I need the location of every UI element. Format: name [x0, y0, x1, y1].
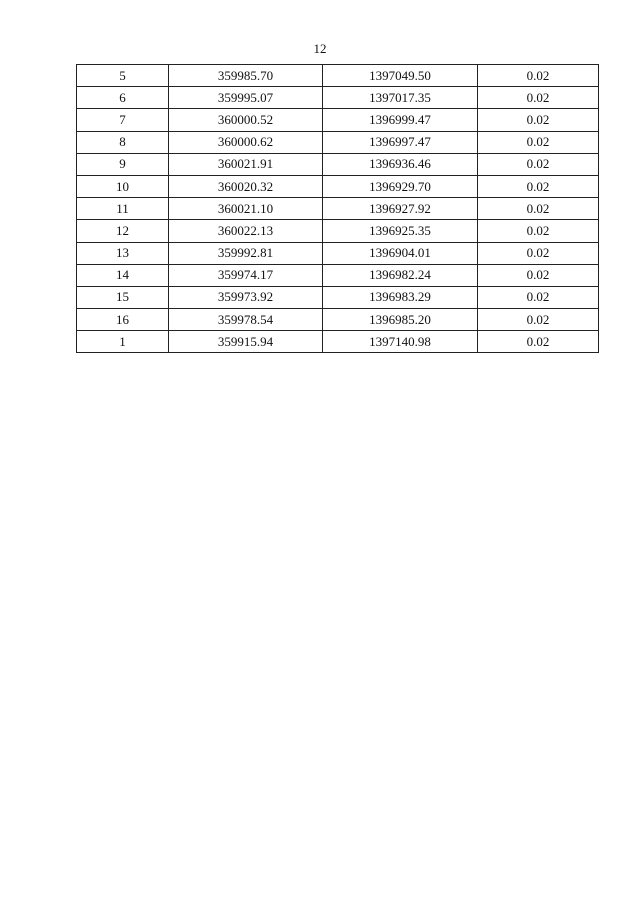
y-coordinate-cell: 1396925.35: [323, 220, 478, 242]
x-coordinate-cell: 360000.52: [169, 109, 323, 131]
y-coordinate-cell: 1397140.98: [323, 331, 478, 353]
point-number-cell: 6: [77, 87, 169, 109]
x-coordinate-cell: 359995.07: [169, 87, 323, 109]
point-number-cell: 8: [77, 131, 169, 153]
error-cell: 0.02: [478, 153, 599, 175]
error-cell: 0.02: [478, 220, 599, 242]
x-coordinate-cell: 359915.94: [169, 331, 323, 353]
error-cell: 0.02: [478, 264, 599, 286]
x-coordinate-cell: 360022.13: [169, 220, 323, 242]
table-row: [77, 153, 599, 175]
point-number-cell: 10: [77, 175, 169, 197]
point-number-cell: 5: [77, 65, 169, 87]
coordinates-table: [76, 64, 599, 353]
x-coordinate-cell: 359974.17: [169, 264, 323, 286]
y-coordinate-cell: 1397017.35: [323, 87, 478, 109]
point-number-cell: 11: [77, 198, 169, 220]
x-coordinate-cell: 360021.10: [169, 198, 323, 220]
x-coordinate-cell: 360020.32: [169, 175, 323, 197]
x-coordinate-cell: 360000.62: [169, 131, 323, 153]
x-coordinate-cell: 359973.92: [169, 286, 323, 308]
x-coordinate-cell: 359985.70: [169, 65, 323, 87]
point-number-cell: 16: [77, 309, 169, 331]
table-row: [77, 65, 599, 87]
point-number-cell: 1: [77, 331, 169, 353]
point-number-cell: 12: [77, 220, 169, 242]
error-cell: 0.02: [478, 175, 599, 197]
y-coordinate-cell: 1396929.70: [323, 175, 478, 197]
table-row: [77, 242, 599, 264]
x-coordinate-cell: 359992.81: [169, 242, 323, 264]
table-row: [77, 175, 599, 197]
page-number: 12: [313, 41, 327, 56]
error-cell: 0.02: [478, 65, 599, 87]
point-number-cell: 15: [77, 286, 169, 308]
y-coordinate-cell: 1396983.29: [323, 286, 478, 308]
table-row: [77, 286, 599, 308]
x-coordinate-cell: 359978.54: [169, 309, 323, 331]
point-number-cell: 14: [77, 264, 169, 286]
error-cell: 0.02: [478, 286, 599, 308]
error-cell: 0.02: [478, 331, 599, 353]
error-cell: 0.02: [478, 87, 599, 109]
y-coordinate-cell: 1396904.01: [323, 242, 478, 264]
table-row: [77, 87, 599, 109]
table-row: [77, 220, 599, 242]
error-cell: 0.02: [478, 109, 599, 131]
table-row: [77, 309, 599, 331]
y-coordinate-cell: 1396999.47: [323, 109, 478, 131]
point-number-cell: 9: [77, 153, 169, 175]
table-row: [77, 198, 599, 220]
error-cell: 0.02: [478, 309, 599, 331]
table-row: [77, 109, 599, 131]
table-row: [77, 331, 599, 353]
x-coordinate-cell: 360021.91: [169, 153, 323, 175]
point-number-cell: 13: [77, 242, 169, 264]
table-row: [77, 131, 599, 153]
table-row: [77, 264, 599, 286]
coordinates-table-body: [77, 65, 599, 353]
point-number-cell: 7: [77, 109, 169, 131]
y-coordinate-cell: 1396985.20: [323, 309, 478, 331]
y-coordinate-cell: 1396997.47: [323, 131, 478, 153]
y-coordinate-cell: 1396936.46: [323, 153, 478, 175]
y-coordinate-cell: 1397049.50: [323, 65, 478, 87]
y-coordinate-cell: 1396982.24: [323, 264, 478, 286]
error-cell: 0.02: [478, 198, 599, 220]
error-cell: 0.02: [478, 242, 599, 264]
error-cell: 0.02: [478, 131, 599, 153]
y-coordinate-cell: 1396927.92: [323, 198, 478, 220]
